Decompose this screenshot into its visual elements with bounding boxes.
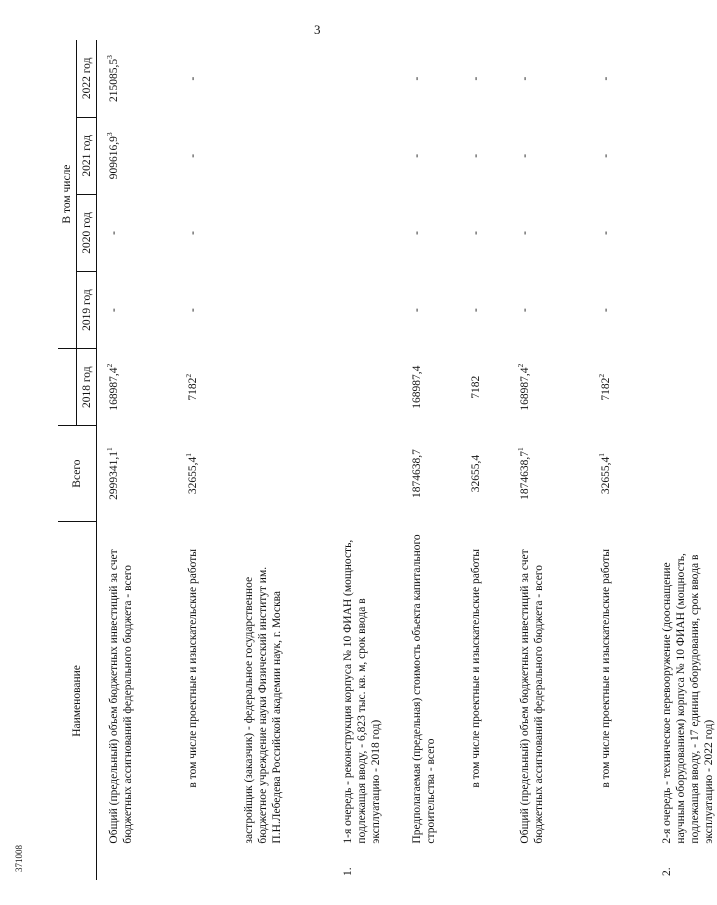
row-name: Общий (предельный) объем бюджетных инвестиций за счет бюджетных ассигнований федерального бюджета - всего [108,549,134,844]
budget-table [58,40,717,880]
row-2020: - [519,231,531,235]
header-year-2020: 2020 год [77,194,97,271]
row-2020: - [411,231,423,235]
row-2018: 168987,4$^2$ [105,363,120,411]
row-total: 2999341,1$^1$ [105,447,120,500]
row-2018: 7182$^2$ [597,373,612,401]
table-row [232,40,331,880]
row-number [508,850,589,880]
header-total: Всего [58,426,97,522]
row-empty-values [650,40,717,521]
row-2019: - [187,308,199,312]
table-row [650,40,717,880]
row-2018: 168987,4$^2$ [516,363,531,411]
row-2022: 215085,5$^3$ [105,55,120,103]
table-row [176,40,232,880]
row-2022: - [600,76,612,81]
document-code: 371008 [14,845,24,872]
row-name: застройщик (заказчик) - федеральное государственное бюджетное учреждение науки Физический институт им. П.Н.Лебедева Российской академии наук, г. Москва [243,566,283,844]
row-2022: - [470,76,482,81]
header-name: Наименование [58,521,97,880]
row-2021: - [519,153,531,158]
row-number: 1. [342,867,354,876]
row-empty-values [232,40,331,521]
table-row [97,40,177,880]
row-number [97,850,177,880]
row-2019: - [600,308,612,312]
row-number [400,850,459,880]
header-year-2018: 2018 год [77,349,97,426]
row-total: 1874638,7 [411,449,423,499]
row-2020: - [108,231,120,235]
row-name: в том числе проектные и изыскательские работы [470,548,482,788]
page-number: 3 [314,22,321,37]
table-row [400,40,459,880]
row-name: 1-я очередь - реконструкция корпуса № 10 ФИАН (мощность, подлежащая вводу, - 6,823 тыс. кв. м, срок ввода в эксплуатацию - 2018 год) [342,539,382,844]
header-year-2019: 2019 год [77,272,97,349]
row-number [176,850,232,880]
row-2021: 909616,9$^3$ [105,132,120,180]
row-2020: - [600,231,612,235]
row-2020: - [470,231,482,235]
table-header [58,40,97,880]
budget-table-rotated [58,40,715,880]
table-row [459,40,508,880]
row-2020: - [187,231,199,235]
row-number: 2. [661,867,673,876]
header-year-2021: 2021 год [77,117,97,194]
row-number [459,850,508,880]
row-empty-values [331,40,400,521]
table-body [97,40,717,880]
row-2018: 7182$^2$ [184,373,199,401]
row-total: 32655,4$^1$ [597,453,612,495]
row-name: Общий (предельный) объем бюджетных инвестиций за счет бюджетных ассигнований федерального бюджета - всего [519,549,545,844]
row-2022: - [519,76,531,81]
row-2018: 168987,4 [411,365,423,409]
row-total: 32655,4$^1$ [184,453,199,495]
row-2019: - [411,308,423,312]
row-name: 2-я очередь - техническое перевооружение (дооснащение научным оборудованием) корпуса № 10 ФИАН (мощность, подлежащая вводу, - 17 единиц оборудования, срок ввода в эксплуатацию - 2022 год) [661,553,715,844]
table-row [508,40,589,880]
row-name: Предполагаемая (предельная) стоимость объекта капитального строительства - всего [411,534,437,844]
row-2019: - [108,308,120,312]
row-2022: - [411,76,423,81]
row-number [232,850,331,880]
header-year-2022: 2022 год [77,40,97,117]
row-2021: - [187,153,199,158]
row-2018: 7182 [470,375,482,399]
row-2019: - [519,308,531,312]
row-total: 1874638,7$^1$ [516,447,531,500]
row-name: в том числе проектные и изыскательские работы [600,548,612,788]
table-row [589,40,650,880]
row-2022: - [187,76,199,81]
table-row [331,40,400,880]
row-2019: - [470,308,482,312]
row-2021: - [411,153,423,158]
row-name: в том числе проектные и изыскательские работы [187,548,199,788]
row-2021: - [600,153,612,158]
header-spacer [58,349,77,426]
header-incl: В том числе [58,40,77,349]
row-2021: - [470,153,482,158]
row-total: 32655,4 [470,454,482,493]
row-number [589,850,650,880]
